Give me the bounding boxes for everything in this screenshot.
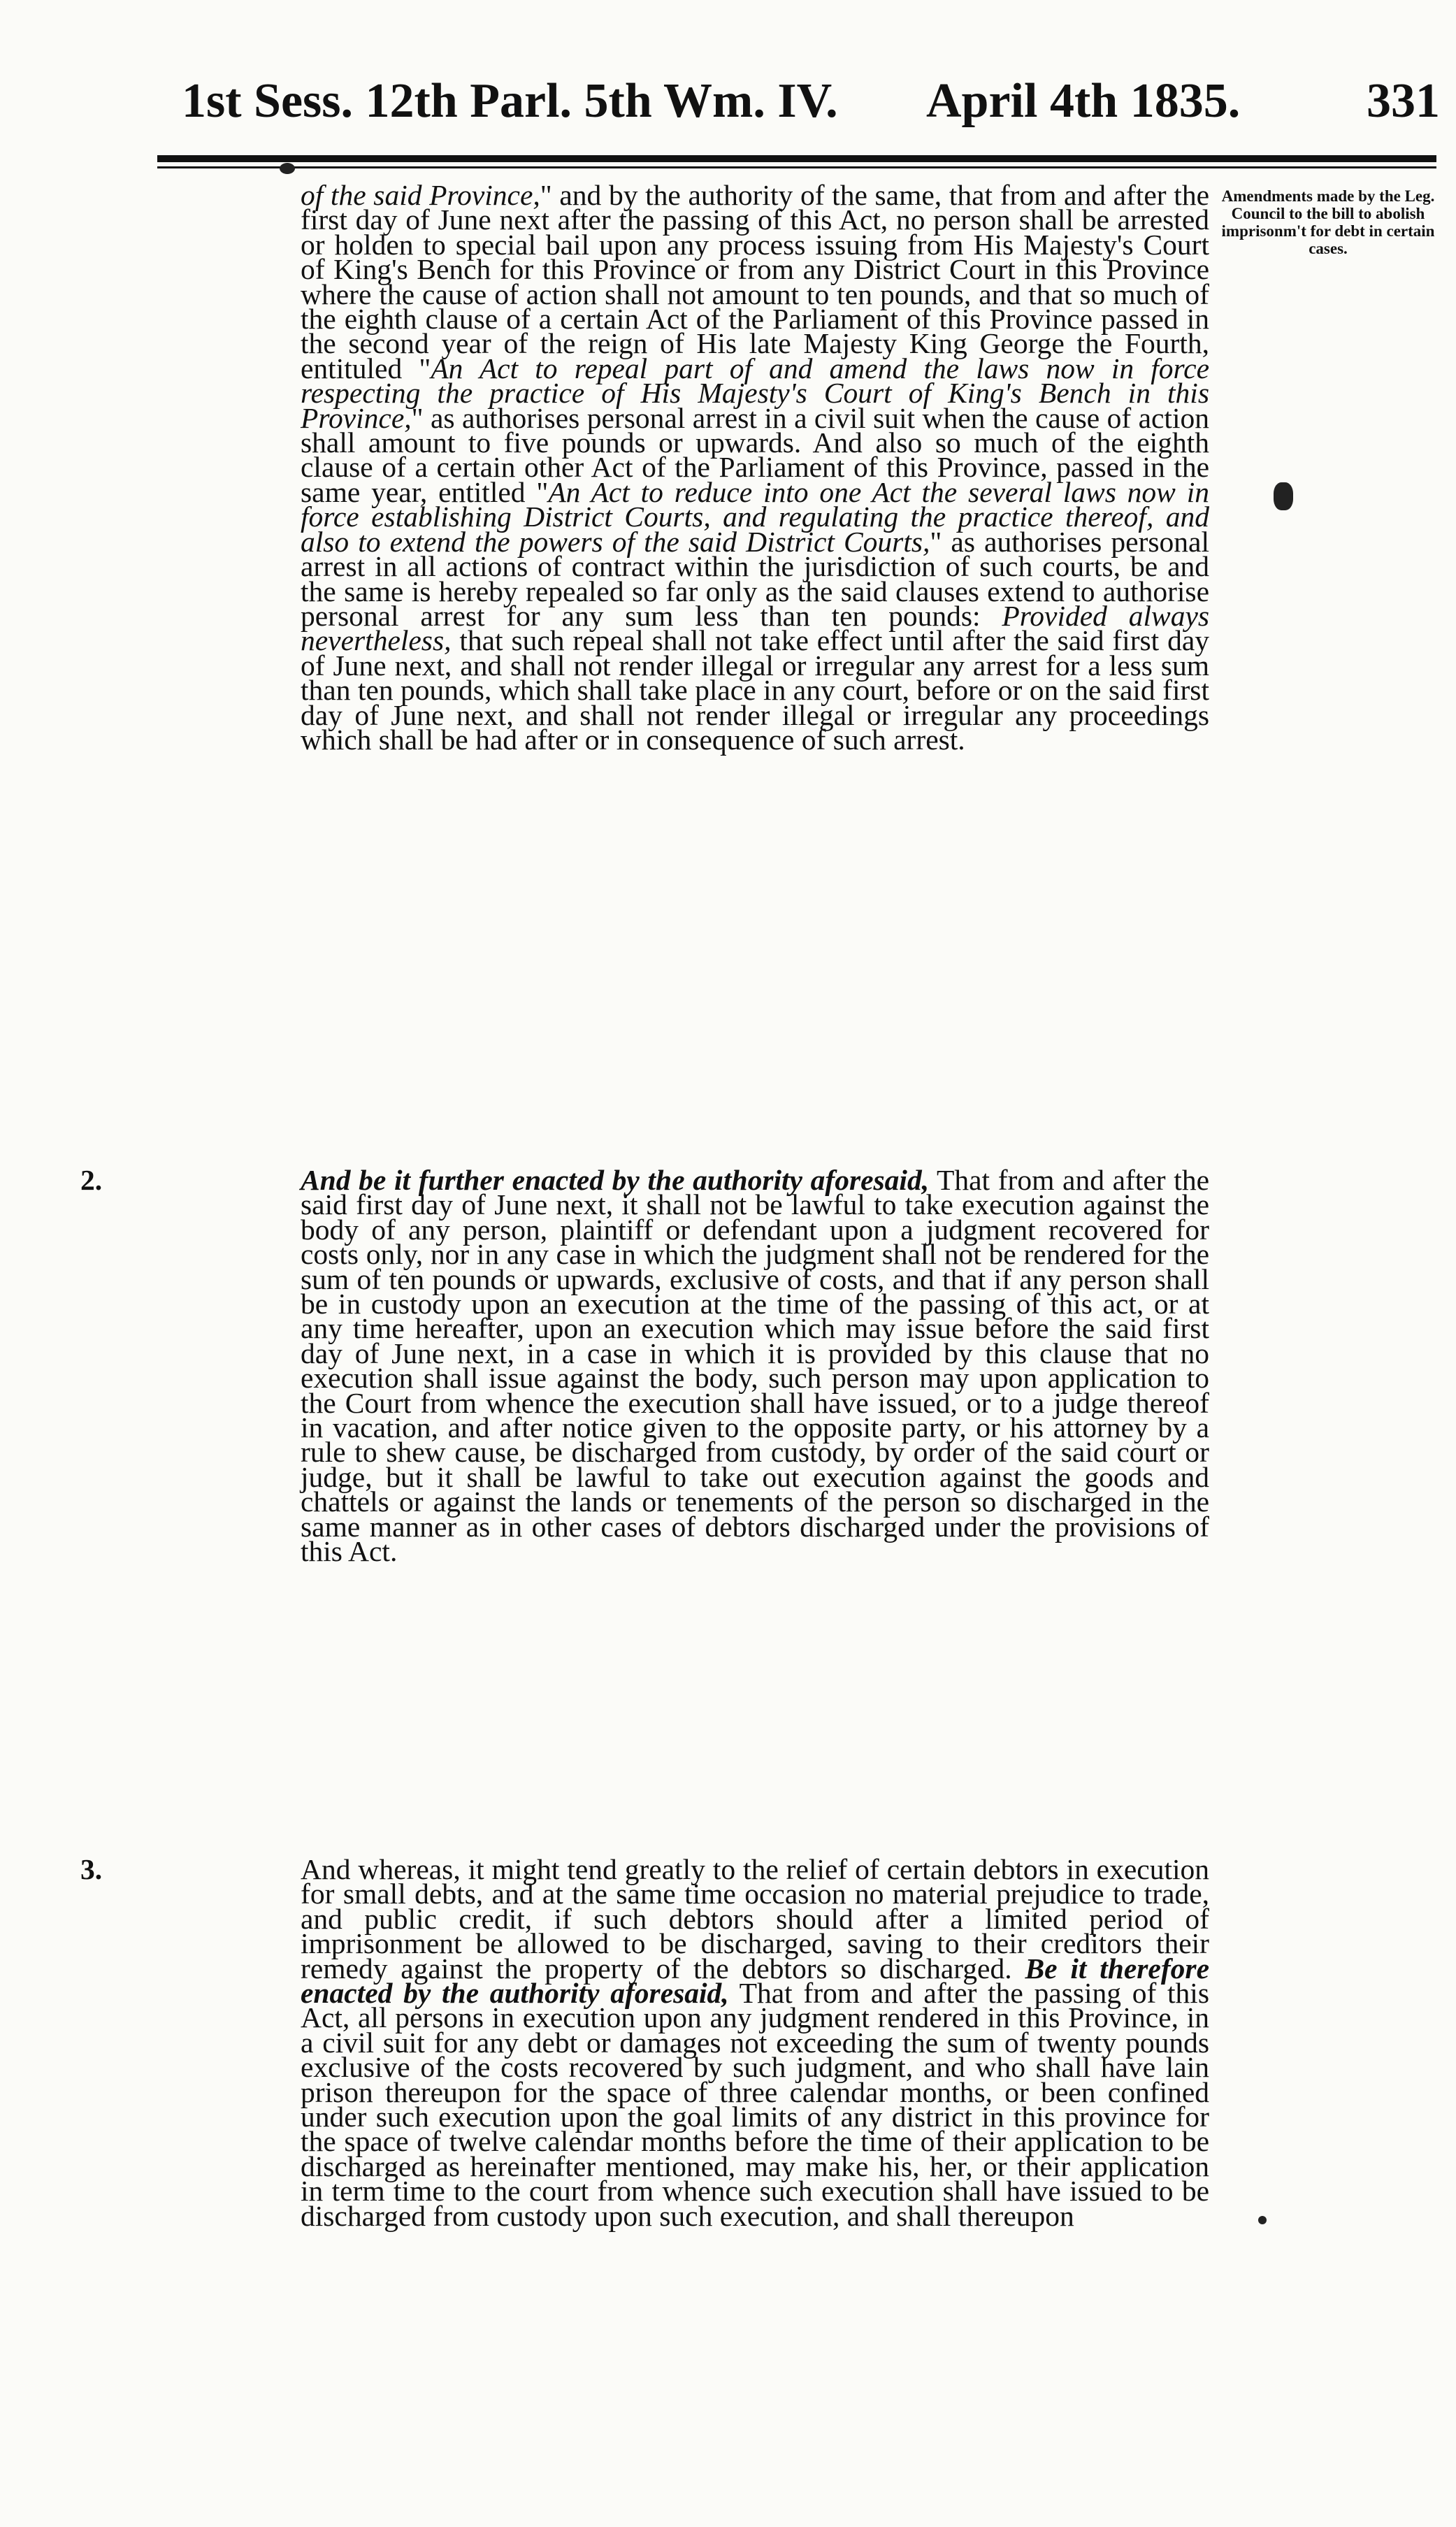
section-2-enacting-clause: And be it further enacted by the authority aforesaid, — [301, 1164, 930, 1196]
ink-blot — [280, 163, 295, 174]
section-3-text-a: And whereas, it might tend greatly to the relief of certain debtors in execution for small debts, and at the same time occasion no material prejudice to trade, and public credit, if such debtors should after a limited period of imprisonment be allowed to be discharged, saving to their creditors their remedy against the property of the debtors so discharged. — [301, 1853, 1209, 1985]
section-1-text-c: " as authorises personal arrest in a civil suit when the cause of action shall amount to five pounds or upwards. And also so much of the eighth clause of a certain other Act of the Parliament of this Province, passed in the same year, entitled " — [301, 401, 1209, 508]
date-heading: April 4th 1835. — [926, 74, 1241, 128]
section-1-act-title-kings-bench: An Act to repeal part of and amend the laws now in force respecting the practice of His Majesty's Court of King's Bench in this Province, — [301, 352, 1209, 434]
section-2-number: 2. — [80, 1164, 103, 1196]
section-3-enacting-clause: Be it therefore enacted by the authority aforesaid, — [301, 1952, 1209, 2010]
section-3-paragraph — [301, 1853, 1209, 2504]
ink-blot — [1274, 482, 1293, 510]
section-2-paragraph — [301, 1164, 1209, 1850]
section-1-text-g: that such repeal shall not take effect until after the said first day of June next, and shall not render illegal or irregular any arrest for a less sum than ten pounds, which shall take place in any court, before or on the said first day of June next, and shall not render illegal or irregular any proceedings which shall be had after or in consequence of such arrest. — [301, 624, 1209, 756]
section-3-text-b: That from and after the passing of this Act, all persons in execution upon any judgment rendered in this Province, in a civil suit for any debt or damages not exceeding the sum of twenty pounds exclusive of the costs recovered by such judgment, and who shall have lain prison thereupon for the space of three calendar months, or been confined under such execution upon the goal limits of any district in this province for the space of twelve calendar months before the time of their application to be discharged as hereinafter mentioned, may make his, her, or their application in term time to the court from whence such execution shall have issued to be discharged from custody upon such execution, and shall thereupon — [301, 1977, 1209, 2232]
section-1-italic-open: of the said Province, — [301, 179, 540, 211]
section-1-text-a: " and by the authority of the same, that from and after the first day of June next after the passing of this Act, no person shall be arrested or holden to special bail upon any process issuing from His Majesty's Court of King's Bench for this Province or from any District Court in this Province where the cause of action shall not amount to ten pounds, and that so much of the eighth clause of a certain Act of the Parliament of this Province passed in the second year of the reign of His late Majesty King George the Fourth, entituled " — [301, 179, 1209, 384]
margin-note: Amendments made by the Leg. Council to the bill to abolish imprisonm't for debt in certain cases. — [1221, 187, 1435, 257]
header-rule-thick — [157, 155, 1436, 162]
section-2-text: That from and after the said first day of June next, it shall not be lawful to take execution against the body of any person, plaintiff or defendant upon a judgment recovered for costs only, nor in any case in which the judgment shall not be rendered for the sum of ten pounds or upwards, exclusive of costs, and that if any person shall be in custody upon an execution at the time of the passing of this act, or at any time hereafter, upon an execution which may issue before the said first day of June next, in a case in which it is provided by this clause that no execution shall issue against the body, such person may upon application to the Court from whence the execution shall have issued, or to a judge thereof in vacation, and after notice given to the opposite party, or his attorney by a rule to shew cause, be discharged from custody, by order of the said court or judge, but it shall be lawful to take out execution against the goods and chattels or against the lands or tenements of the person so discharged in the same manner as in other cases of debtors discharged under the provisions of this Act. — [301, 1164, 1209, 1568]
page-number: 331 — [1367, 74, 1440, 128]
section-3-number: 3. — [80, 1853, 103, 1885]
header-rule-thin — [157, 166, 1436, 168]
running-header — [182, 70, 1440, 133]
section-1-act-title-district-courts: An Act to reduce into one Act the several laws now in force establishing District Courts, and regulating the practice thereof, and also to extend the powers of the said District Courts, — [301, 475, 1209, 558]
ink-blot — [1258, 2216, 1267, 2224]
session-heading: 1st Sess. 12th Parl. 5th Wm. IV. — [182, 74, 838, 128]
section-1-paragraph — [301, 179, 1210, 1165]
section-1-text-e: " as authorises personal arrest in all actions of contract within the jurisdiction of such courts, be and the same is hereby repealed so far only as the said clauses extend to authorise personal arrest for any sum less than ten pounds: — [301, 525, 1209, 632]
section-1-proviso: Provided always nevertheless, — [301, 599, 1210, 657]
